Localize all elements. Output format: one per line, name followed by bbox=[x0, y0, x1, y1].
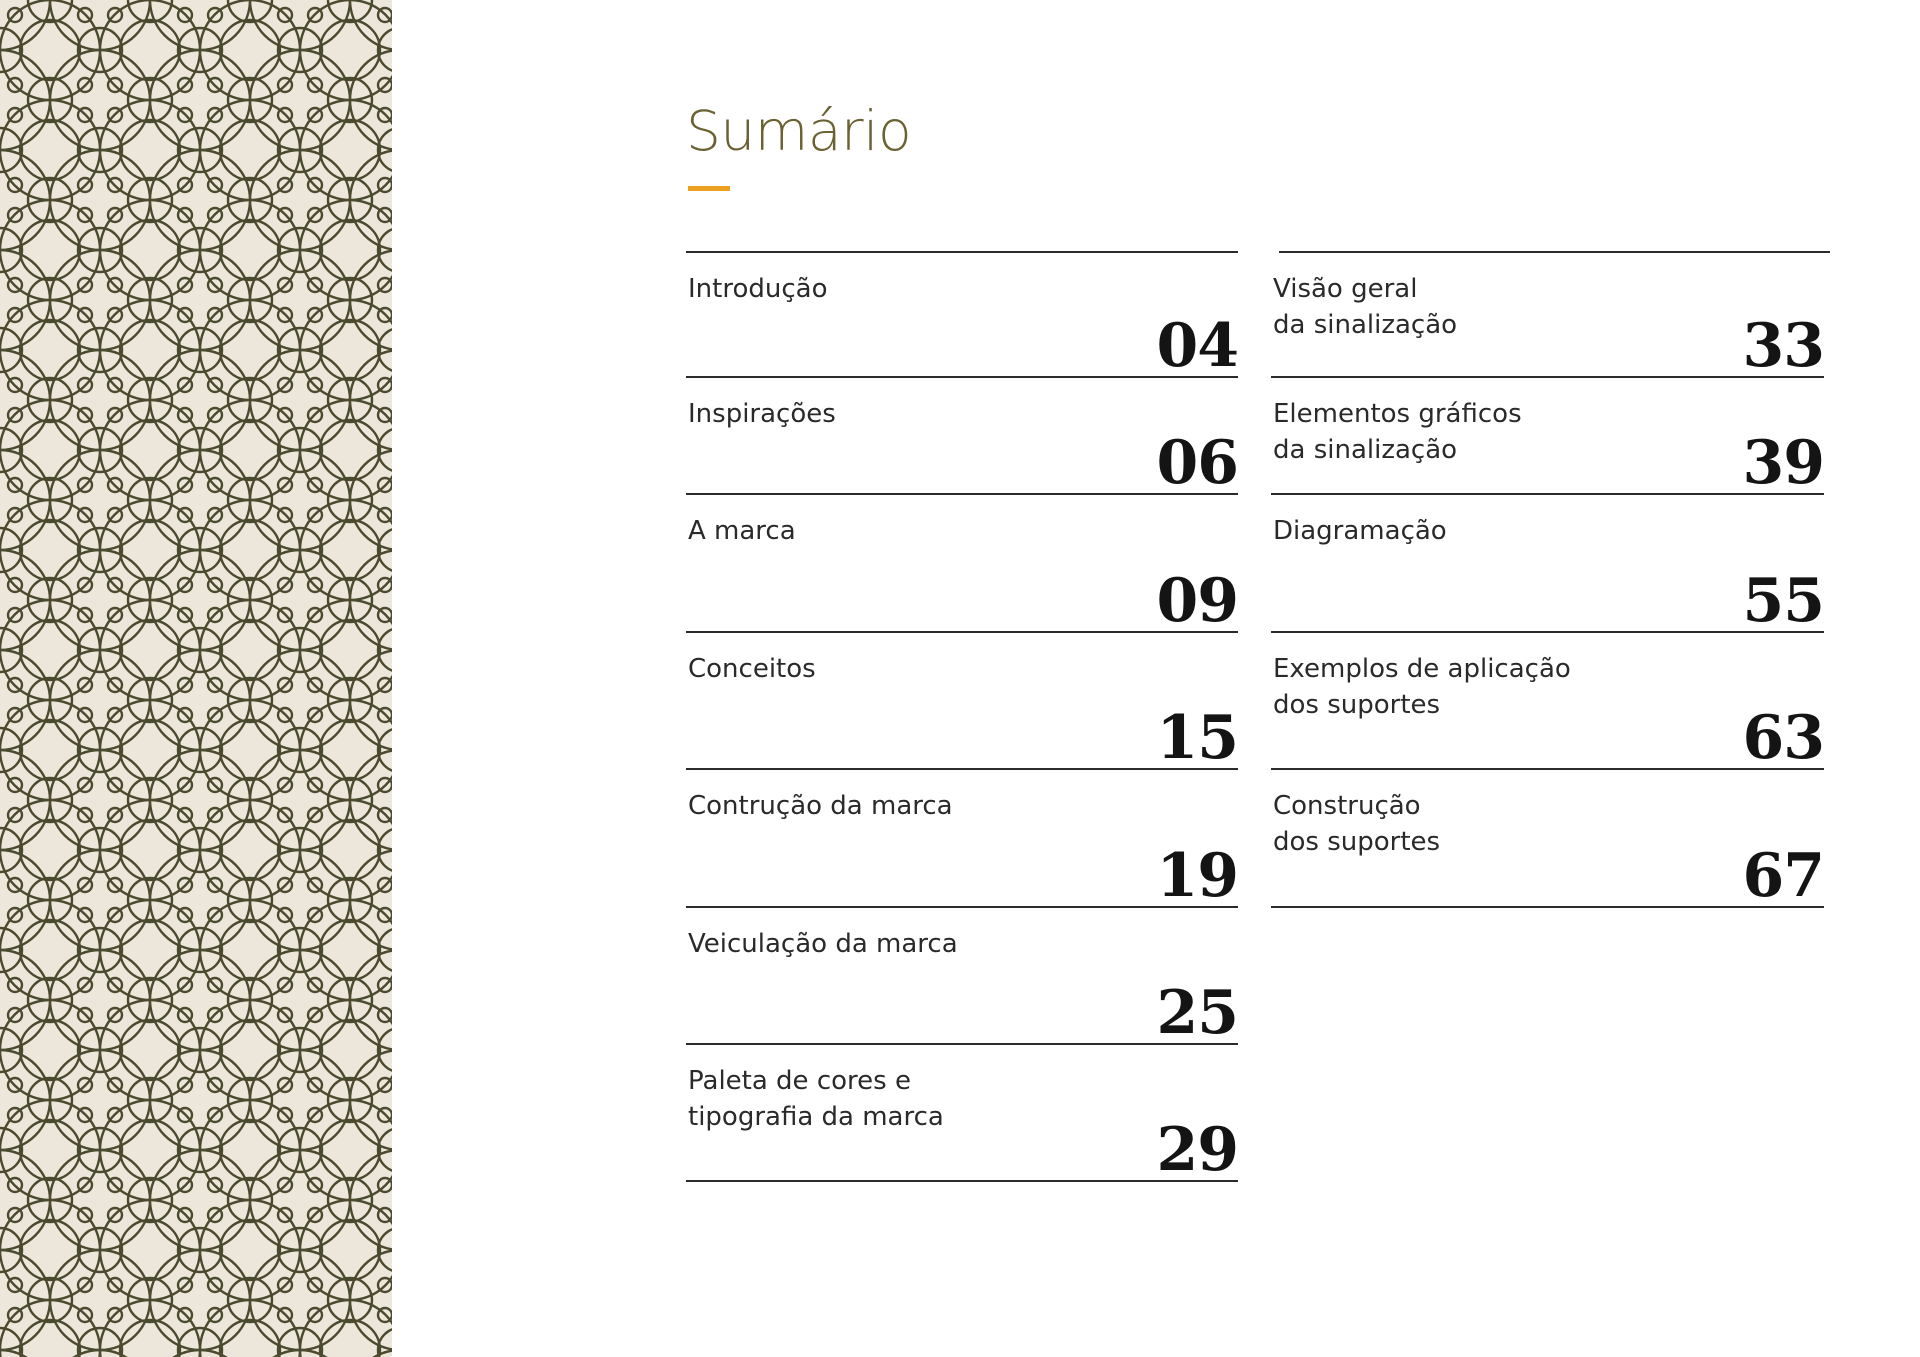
toc-entry-page-number: 29 bbox=[1156, 1115, 1238, 1185]
toc-entry-label: A marca bbox=[688, 516, 796, 546]
toc-entry-label: Contrução da marca bbox=[688, 791, 953, 821]
toc-entry-page-number: 25 bbox=[1156, 978, 1238, 1048]
toc-entry-label: Introdução bbox=[688, 274, 828, 304]
toc-entry-label: Diagramação bbox=[1273, 516, 1447, 546]
ornamental-pattern-icon bbox=[0, 0, 392, 1357]
toc-entry-construcao-dos-suportes[interactable] bbox=[1271, 770, 1824, 911]
toc-entry-label: Veiculação da marca bbox=[688, 929, 958, 959]
toc-entry-a-marca[interactable] bbox=[686, 495, 1238, 636]
toc-entry-page-number: 63 bbox=[1742, 703, 1824, 773]
toc-entry-page-number: 04 bbox=[1156, 311, 1238, 381]
toc-entry-contrucao-da-marca[interactable] bbox=[686, 770, 1238, 911]
toc-entry-paleta-de-cores[interactable] bbox=[686, 1045, 1238, 1185]
toc-entry-page-number: 33 bbox=[1742, 311, 1824, 381]
toc-entry-diagramacao[interactable] bbox=[1271, 495, 1824, 636]
decorative-pattern-panel bbox=[0, 0, 392, 1357]
toc-entry-page-number: 09 bbox=[1156, 566, 1238, 636]
toc-entry-page-number: 06 bbox=[1156, 428, 1238, 498]
toc-entry-label: Exemplos de aplicação dos suportes bbox=[1273, 654, 1571, 720]
toc-entry-page-number: 55 bbox=[1742, 566, 1824, 636]
toc-entry-page-number: 19 bbox=[1156, 841, 1238, 911]
toc-entry-veiculacao-da-marca[interactable] bbox=[686, 908, 1238, 1048]
toc-entry-inspiracoes[interactable] bbox=[686, 378, 1238, 498]
toc-entry-label: Elementos gráficos da sinalização bbox=[1273, 399, 1522, 465]
toc-entry-conceitos[interactable] bbox=[686, 633, 1238, 773]
toc-entry-visao-geral[interactable] bbox=[1271, 253, 1824, 381]
page-title: Sumário bbox=[686, 99, 912, 163]
toc-entry-page-number: 67 bbox=[1742, 841, 1824, 911]
toc-entry-page-number: 39 bbox=[1742, 428, 1824, 498]
toc-entry-label: Inspirações bbox=[688, 399, 836, 429]
toc-entry-page-number: 15 bbox=[1156, 703, 1238, 773]
toc-entry-elementos-graficos[interactable] bbox=[1271, 378, 1824, 498]
toc-entry-introducao[interactable] bbox=[686, 253, 1238, 381]
title-accent-rule bbox=[688, 186, 730, 191]
toc-entry-label: Paleta de cores e tipografia da marca bbox=[688, 1066, 944, 1132]
toc-entry-label: Conceitos bbox=[688, 654, 816, 684]
toc-entry-label: Visão geral da sinalização bbox=[1273, 274, 1458, 340]
toc-entry-label: Construção dos suportes bbox=[1273, 791, 1441, 857]
toc-entry-exemplos-de-aplicacao[interactable] bbox=[1271, 633, 1824, 773]
